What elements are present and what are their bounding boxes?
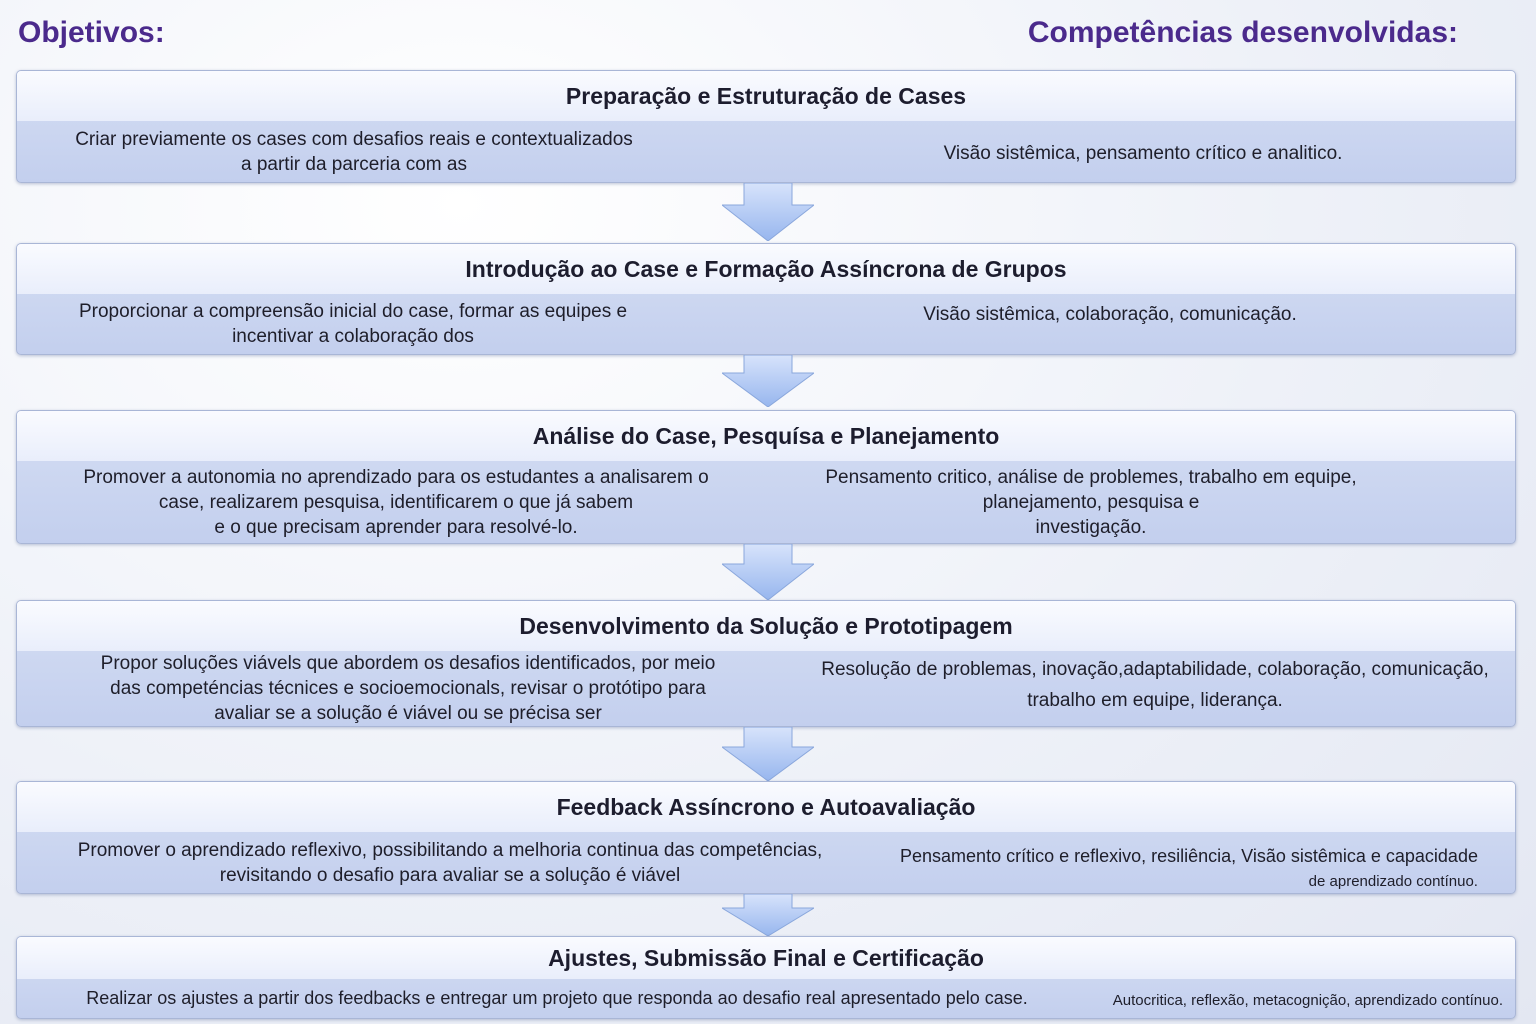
down-arrow — [722, 355, 814, 407]
step-title: Feedback Assíncrono e Autoavaliação — [17, 782, 1515, 832]
down-arrow — [722, 544, 814, 600]
step-analise — [16, 410, 1516, 544]
competencia-line: planejamento, pesquisa e — [982, 491, 1200, 513]
objetivo-line: Proporcionar a compreensão inicial do case, formar as equipes e — [78, 301, 628, 322]
step-preparacao — [16, 70, 1516, 183]
step-title: Ajustes, Submissão Final e Certificação — [17, 937, 1515, 979]
objetivo-line: avaliar se a solução é viável ou se précisa ser — [214, 703, 602, 724]
down-arrow — [722, 727, 814, 781]
competencia-line: Visão sistêmica, pensamento crítico e analitico. — [943, 143, 1343, 164]
competencia-line: Visão sistêmica, colaboração, comunicação. — [923, 303, 1297, 325]
competencias-header: Competências desenvolvidas: — [1027, 16, 1458, 49]
competencia-line: trabalho em equipe, liderança. — [1027, 689, 1283, 711]
step-title: Desenvolvimento da Solução e Prototipagem — [17, 601, 1515, 651]
competencia-line: Pensamento critico, análise de problemes, trabalho em equipe, — [825, 466, 1357, 488]
step-competencias — [795, 651, 1515, 726]
step-objetivo — [17, 651, 799, 726]
step-desenvolvimento — [16, 600, 1516, 727]
competencia-line: Autocritica, reflexão, metacognição, aprendizado contínuo. — [1112, 992, 1503, 1009]
step-objetivo — [17, 979, 1097, 1018]
step-title: Introdução ao Case e Formação Assíncrona de Grupos — [17, 244, 1515, 294]
objetivo-line: incentivar a colaboração dos — [232, 326, 474, 347]
competencia-line: Pensamento crítico e reflexivo, resiliência, Visão sistêmica e capacidade — [900, 845, 1478, 866]
competencia-line: investigação. — [1035, 516, 1147, 538]
down-arrow — [722, 183, 814, 241]
objetivo-line: Propor soluções viávels que abordem os desafios identificados, por meio — [100, 653, 716, 674]
objetivo-line: Promover a autonomia no aprendizado para os estudantes a analisarem o — [83, 466, 709, 488]
step-feedback — [16, 781, 1516, 894]
step-objetivo — [17, 461, 775, 543]
objetivo-line: case, realizarem pesquisa, identificarem o que já sabem — [158, 491, 634, 513]
objetivo-line: revisitando o desafio para avaliar se a solução é viável — [219, 864, 681, 886]
objetivos-header: Objetivos: — [18, 16, 165, 49]
step-objetivo — [17, 294, 689, 354]
step-introducao — [16, 243, 1516, 355]
step-competencias — [721, 461, 1461, 543]
objetivo-line: Criar previamente os cases com desafios reais e contextualizados — [75, 128, 633, 150]
step-objetivo — [17, 121, 691, 182]
step-competencias — [771, 121, 1515, 182]
step-title: Análise do Case, Pesquísa e Planejamento — [17, 411, 1515, 461]
step-competencias — [885, 832, 1515, 893]
objetivo-line: Promover o aprendizado reflexivo, possibilitando a melhoria continua das competências, — [77, 839, 823, 861]
objetivo-line: Realizar os ajustes a partir dos feedbacks e entregar um projeto que responda ao desafio real apresentado pelo case. — [86, 988, 1028, 1008]
step-title: Preparação e Estruturação de Cases — [17, 71, 1515, 121]
step-competencias — [705, 294, 1515, 354]
step-competencias — [1083, 979, 1515, 1018]
down-arrow — [722, 894, 814, 936]
objetivo-line: a partir da parceria com as — [240, 153, 467, 175]
step-ajustes — [16, 936, 1516, 1019]
objetivo-line: e o que precisam aprender para resolvé-lo. — [214, 516, 578, 538]
competencia-line: Resolução de problemas, inovação,adaptabilidade, colaboração, comunicação, — [821, 658, 1489, 680]
objetivo-line: das competéncias técnices e socioemocionals, revisar o protótipo para — [110, 678, 706, 699]
step-objetivo — [17, 832, 883, 893]
competencia-line: de aprendizado contínuo. — [1308, 872, 1478, 890]
